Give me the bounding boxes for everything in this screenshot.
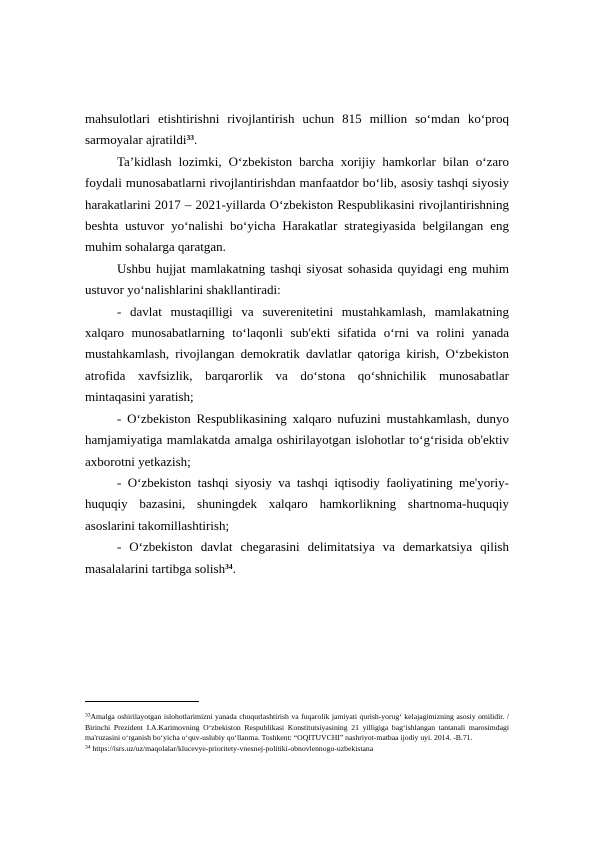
footnote-ref-34[interactable]: 34	[225, 561, 233, 571]
footnote-divider	[85, 701, 199, 702]
list-item-2: - Oʻzbekiston Respublikasining xalqaro nufuzini mustahkamlash, dunyo hamjamiyatiga mamlakatda amalga oshirilayotgan islohotlar toʻgʻrisida ob'ektiv axborotni yetkazish;	[85, 410, 509, 469]
list-item-3: - Oʻzbekiston tashqi siyosiy va tashqi iqtisodiy faoliyatining me'yoriy-huquqiy bazasini, shuningdek xalqaro hamkorlikning shartnoma-huquqiy asoslarini takomillashtirish;	[85, 474, 509, 533]
paragraph-1: mahsulotlari etishtirishni rivojlantirish uchun 815 million soʻmdan koʻproq sarmoyalar ajratildi$^{33}$.	[85, 111, 509, 148]
footnote-34: $^{34}$ https://isrs.uz/uz/maqolalar/klucevye-prioritety-vnesnej-politiki-obnovlennogo-uzbekistana	[85, 743, 374, 753]
footnote-33: $^{33}$Amalga oshirilayotgan islohotlarimizni yanada chuqurlashtirish va fuqarolik jamiyati qurish-yorugʻ kelajagimizning asosiy omilidir. / Birinchi Prezident I.A.Karimovning Oʻzbekiston Respublikasi Konstitutsiyasining 21 yilligiga bagʻishlangan tantanali marosimdagi ma'ruzasini oʻrganish boʻyicha oʻquv-uslubiy qoʻllanma. Toshkent: “OQITUVCHI” nashriyot-matbaa ijodiy uyi. 2014. -B.71.	[85, 712, 509, 743]
footnotes	[85, 712, 509, 754]
footnote-ref-33[interactable]: 33	[186, 133, 194, 143]
list-item-1: - davlat mustaqilligi va suverenitetini mustahkamlash, mamlakatning xalqaro munosabatlarning toʻlaqonli sub'ekti sifatida oʻrni va rolini yanada mustahkamlash, rivojlangan demokratik davlatlar qatoriga kirish, Oʻzbekiston atrofida xavfsizlik, barqarorlik va doʻstona qoʻshnichilik munosabatlar mintaqasini yaratish;	[85, 303, 509, 405]
paragraph-2: Ta’kidlash lozimki, Oʻzbekiston barcha xorijiy hamkorlar bilan oʻzaro foydali munosabatlarni rivojlantirishdan manfaatdor boʻlib, asosiy tashqi siyosiy harakatlarini 2017 – 2021-yillarda Oʻzbekiston Respublikasini rivojlantirishning beshta ustuvor yoʻnalishi boʻyicha Harakatlar strategiyasida belgilangan eng muhim sohalarga qaratgan.	[85, 153, 509, 255]
list-item-4: - Oʻzbekiston davlat chegarasini delimitatsiya va demarkatsiya qilish masalalarini tartibga solish$^{34}$.	[85, 539, 509, 576]
paragraph-3: Ushbu hujjat mamlakatning tashqi siyosat sohasida quyidagi eng muhim ustuvor yoʻnalishlarini shakllantiradi:	[85, 260, 509, 298]
footnote-link[interactable]: https://isrs.uz/uz/maqolalar/klucevye-prioritety-vnesnej-politiki-obnovlennogo-uzbekistana	[92, 743, 374, 753]
body-text	[85, 108, 509, 579]
